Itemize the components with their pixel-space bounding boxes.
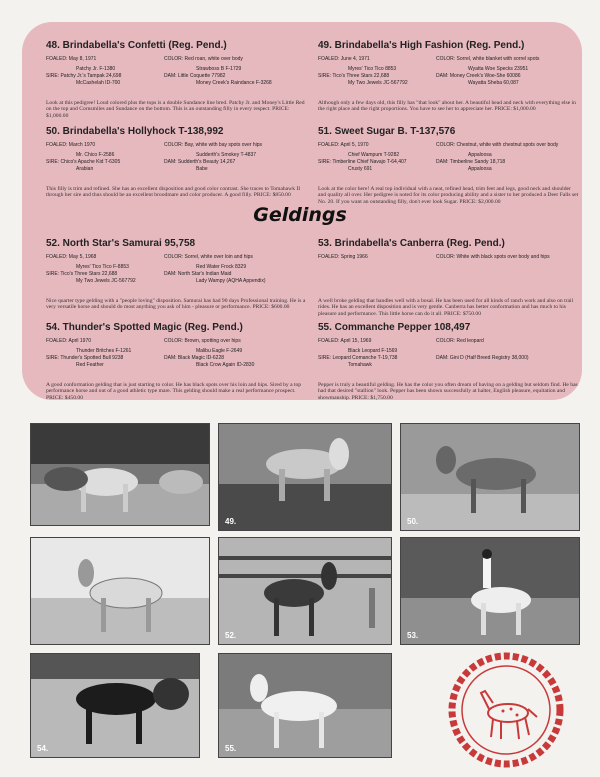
sire-text: SIRE: Thunder's Spotted Bull 9238	[46, 355, 124, 361]
foaled-color-row	[318, 338, 580, 345]
ranch-logo-stamp	[445, 651, 567, 769]
color-text: COLOR: Bay, white with bay spots over hips	[164, 142, 263, 148]
pedigree-dam-sire: Malibu Eagle F-2649	[196, 348, 243, 354]
photo-54	[30, 653, 200, 758]
horse-title: 48. Brindabella's Confetti (Reg. Pend.)	[46, 40, 227, 51]
pedigree	[46, 264, 308, 294]
horse-description: A well broke gelding that handles well with a bosal. He has been used for all kinds of ranch work and also on trail rides. He has an excellent disposition and is very gentle. Canberra has better conformation and has much to his pleasure and performance. This little horse can do it all. PRICE: $750.00	[318, 298, 574, 317]
photo-label: 53.	[407, 631, 419, 640]
pedigree	[318, 264, 580, 294]
pedigree-sire-dam: Crusty 691	[348, 166, 373, 172]
pedigree-dam-dam: Wayatta Sheba 60,087	[468, 80, 519, 86]
photo-50	[400, 423, 580, 531]
color-text: COLOR: Red roan, white over body	[164, 56, 243, 62]
pedigree-sire-sire: Patchy Jr. F-1380	[76, 66, 116, 72]
color-text: COLOR: Red leopard	[436, 338, 484, 344]
horse-description: This filly is trim and refined. She has an excellent disposition and good color contrast. She traces to Tomahawk II through her sire and thus should be an excellent broodmare and color producer. A good filly. PRICE: $850.00	[46, 186, 301, 199]
horse-description: Although only a few days old, this filly has "that look" about her. A beautiful head and neck with everything else in the right place and the right proportions. You have to see her to appreciate her. PRICE: $1,000.00	[318, 100, 576, 113]
foaled-text: FOALED: April 5, 1970	[318, 142, 369, 148]
foaled-text: FOALED: May 8, 1971	[46, 56, 97, 62]
sire-text: SIRE: Leopard Comanche T-19,738	[318, 355, 398, 361]
pedigree-sire-dam: McCashelah ID-700	[76, 80, 121, 86]
pedigree-dam-dam: Babe	[196, 166, 208, 172]
sire-text: SIRE: Tico's Three Stars 22,688	[46, 271, 118, 277]
color-text: COLOR: Brown, spotting over hips	[164, 338, 241, 344]
pedigree-dam-sire: Strawboss B F-1729	[196, 66, 242, 72]
horse-description: Pepper is truly a beautiful gelding. He has the color you often dream of having on a gelding but seldom find. He has had that desired "stallion" look. Pepper has been shown successfully at halter, English pleasure, equitation and showmanship. PRICE: $1,750.00	[318, 382, 578, 401]
photo-label: 52.	[225, 631, 237, 640]
foaled-color-row	[318, 142, 580, 149]
photo-49	[218, 423, 392, 531]
photo-51	[30, 537, 210, 645]
foaled-color-row	[46, 142, 308, 149]
horse-title: 49. Brindabella's High Fashion (Reg. Pend.)	[318, 40, 525, 51]
pedigree-sire-dam: Arabian	[76, 166, 94, 172]
sire-text: SIRE: Chico's Apache Kid T-6305	[46, 159, 121, 165]
pedigree-dam-dam: Lady Wampy (AQHA Appendix)	[196, 278, 266, 284]
horse-entry	[46, 40, 308, 119]
foaled-color-row	[46, 254, 308, 261]
color-text: COLOR: Sorrel, white blanket with sorrel spots	[436, 56, 540, 62]
color-text: COLOR: White with black spots over body and hips	[436, 254, 550, 260]
sire-text: SIRE: Timberline Chief Navajo T-64,407	[318, 159, 407, 165]
pedigree-dam-sire: Red Water Frock 8329	[196, 264, 247, 270]
pedigree	[46, 348, 308, 378]
horse-description: Look at the color here! A real top individual with a neat, refined head, trim feet and legs, good neck and shoulder and quality all over. Her pedigree is noted for its color producing ability and a sister to her produced a Deer Falls set No. 20. If you want an outstanding filly, don't ever look Sugar. PRICE: $2,000.00	[318, 186, 579, 205]
pedigree	[46, 152, 308, 182]
horse-description: Nice quarter type gelding with a "people loving" disposition. Samurai has had 90 days Professional training. He is a very versatile horse and should do most anything you ask of him - pleasure or performance. PRICE: $600.00	[46, 298, 306, 311]
pedigree-dam-sire: Sudderth's Smokey T-4837	[196, 152, 257, 158]
photo-label: 54.	[37, 744, 49, 753]
pedigree-sire-sire: Chief Wampum T-9282	[348, 152, 400, 158]
horse-entry	[46, 238, 308, 311]
photo-55	[218, 653, 392, 758]
horse-description: A good conformation gelding that is just starting to color. He has black spots over his loin and hips. Sired by a top performance horse and out of a good athletic type mare. This gelding should make a real performance prospect. PRICE: $450.00	[46, 382, 302, 401]
pedigree	[318, 152, 580, 182]
foaled-text: FOALED: April 1970	[46, 338, 92, 344]
horse-title: 53. Brindabella's Canberra (Reg. Pend.)	[318, 238, 505, 249]
foaled-text: FOALED: March 1970	[46, 142, 96, 148]
pedigree-sire-dam: Tomahawk	[348, 362, 372, 368]
horse-entry	[46, 126, 308, 199]
horse-title: 51. Sweet Sugar B. T-137,576	[318, 126, 456, 137]
foaled-text: FOALED: Spring 1966	[318, 254, 368, 260]
pedigree-sire-dam: Red Feather	[76, 362, 104, 368]
pedigree-sire-sire: Myres' Tico Tico 8853	[348, 66, 397, 72]
pedigree-sire-sire: Black Leopard F-1569	[348, 348, 398, 354]
photo-label: 49.	[225, 517, 237, 526]
foaled-color-row	[46, 338, 308, 345]
pedigree-dam-sire: Appaloosa	[468, 152, 492, 158]
horse-entry	[318, 322, 580, 401]
sire-text: SIRE: Patchy Jr.'s Tampak 24,698	[46, 73, 122, 79]
horse-entry	[46, 322, 308, 401]
dam-text: DAM: Gini D (Half Breed Registry 38,000)	[436, 355, 529, 361]
pedigree	[318, 66, 580, 96]
sire-text: SIRE: Tico's Three Stars 22,688	[318, 73, 390, 79]
photo-52	[218, 537, 392, 645]
horse-title: 52. North Star's Samurai 95,758	[46, 238, 196, 249]
color-text: COLOR: Sorrel, white over loin and hips	[164, 254, 253, 260]
pedigree-dam-dam: Appaloosa	[468, 166, 492, 172]
dam-text: DAM: Money Creek's Woe-She 60086	[436, 73, 521, 79]
horse-title: 50. Brindabella's Hollyhock T-138,992	[46, 126, 224, 137]
dam-text: DAM: Black Magic ID-6228	[164, 355, 225, 361]
dam-text: DAM: Sudderth's Beauty 14,267	[164, 159, 236, 165]
foaled-text: FOALED: April 15, 1969	[318, 338, 372, 344]
dam-text: DAM: Little Coquette 77982	[164, 73, 226, 79]
pedigree-sire-dam: My Two Jewels JC-567792	[76, 278, 136, 284]
horse-entry	[318, 126, 580, 205]
foaled-color-row	[318, 254, 580, 261]
dam-text: DAM: Timberline Sandy 18,718	[436, 159, 506, 165]
foaled-color-row	[46, 56, 308, 63]
horse-description: Look at this pedigree! Loud colored plus the tops is a double Sundance line bred. Patchy Jr. and Money's Little Red on the top and Cornsmiles and Sundance on the bottom. This is an outstanding filly in every respect. PRICE: $1,000.00	[46, 100, 305, 119]
pedigree-sire-dam: My Two Jewels JC-567792	[348, 80, 408, 86]
section-title: Geldings	[253, 204, 347, 226]
photo-label: 55.	[225, 744, 237, 753]
foaled-color-row	[318, 56, 580, 63]
pedigree	[46, 66, 308, 96]
horse-entry	[318, 238, 580, 317]
color-text: COLOR: Chestnut, white with chestnut spots over body	[436, 142, 559, 148]
pedigree-sire-sire: Thunder Britches F-1261	[76, 348, 132, 354]
dam-text: DAM: North Star's Indian Maid	[164, 271, 232, 277]
foaled-text: FOALED: June 4, 1971	[318, 56, 370, 62]
pedigree-dam-dam: Money Creek's Raindance F-3268	[196, 80, 272, 86]
horse-title: 55. Commanche Pepper 108,497	[318, 322, 471, 333]
pedigree-dam-dam: Black Crow Again ID-2830	[196, 362, 255, 368]
photo-48	[30, 423, 210, 526]
pedigree-sire-sire: Mr. Chico F-2586	[76, 152, 115, 158]
pedigree-sire-sire: Myres' Tico Tico F-8853	[76, 264, 129, 270]
foaled-text: FOALED: May 5, 1968	[46, 254, 97, 260]
pedigree-dam-sire: Wyatta Woe Specks 23951	[468, 66, 529, 72]
horse-entry	[318, 40, 580, 113]
horse-title: 54. Thunder's Spotted Magic (Reg. Pend.)	[46, 322, 243, 333]
pedigree	[318, 348, 580, 378]
photo-label: 50.	[407, 517, 419, 526]
photo-53	[400, 537, 580, 645]
